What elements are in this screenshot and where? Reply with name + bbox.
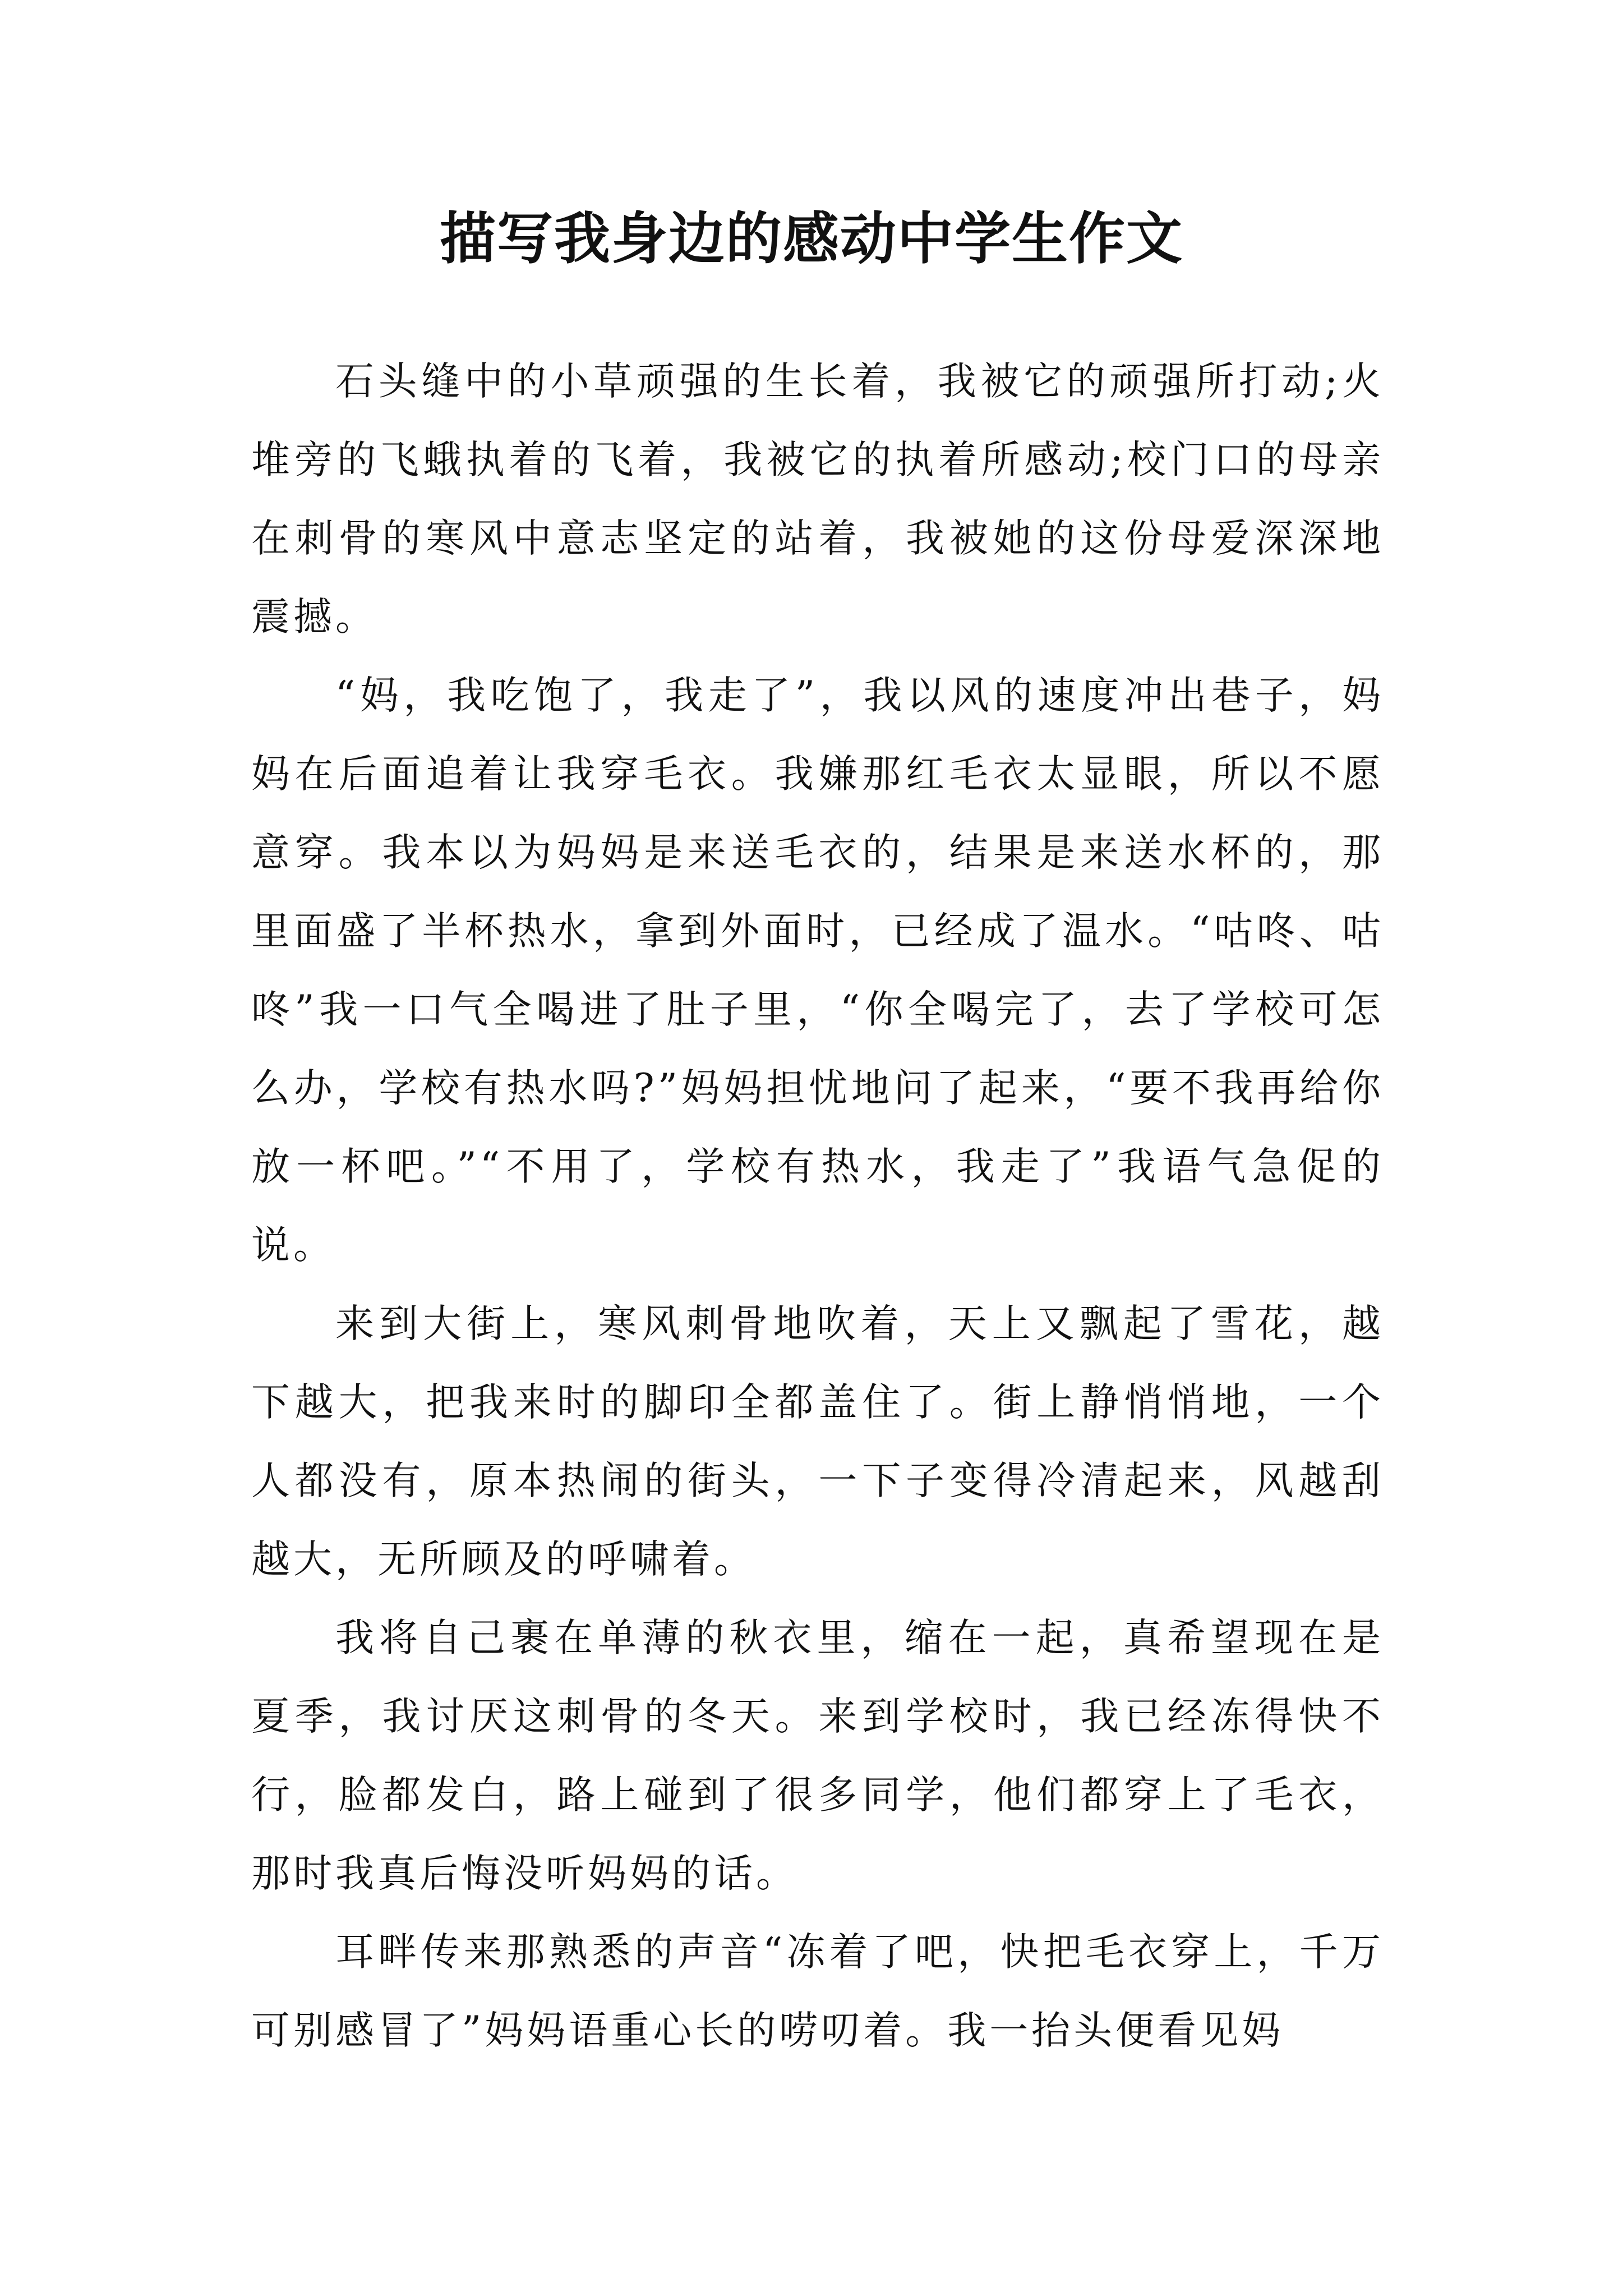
paragraph: 我将自己裹在单薄的秋衣里，缩在一起，真希望现在是夏季，我讨厌这刺骨的冬天。来到学校时，我已经冻得快不行，脸都发白，路上碰到了很多同学，他们都穿上了毛衣，那时我真后悔没听妈妈的话。 <box>251 1616 1384 1896</box>
paragraph: 来到大街上，寒风刺骨地吹着，天上又飘起了雪花，越下越大，把我来时的脚印全都盖住了。街上静悄悄地，一个人都没有，原本热闹的街头，一下子变得冷清起来，风越刮越大，无所顾及的呼啸着。 <box>251 1301 1384 1582</box>
document-body <box>251 342 1384 2070</box>
document-title: 描写我身边的感动中学生作文 <box>440 205 1183 272</box>
paragraph: “妈，我吃饱了，我走了”，我以风的速度冲出巷子，妈妈在后面追着让我穿毛衣。我嫌那红毛衣太显眼，所以不愿意穿。我本以为妈妈是来送毛衣的，结果是来送水杯的，那里面盛了半杯热水，拿到外面时，已经成了温水。“咕咚、咕咚”我一口气全喝进了肚子里，“你全喝完了，去了学校可怎么办，学校有热水吗?”妈妈担忧地问了起来，“要不我再给你放一杯吧。”“不用了，学校有热水，我走了”我语气急促的说。 <box>251 673 1384 1268</box>
paragraph: 石头缝中的小草顽强的生长着，我被它的顽强所打动;火堆旁的飞蛾执着的飞着，我被它的执着所感动;校门口的母亲在刺骨的寒风中意志坚定的站着，我被她的这份母爱深深地震撼。 <box>251 359 1384 639</box>
paragraph: 耳畔传来那熟悉的声音“冻着了吧，快把毛衣穿上，千万可别感冒了”妈妈语重心长的唠叨着。我一抬头便看见妈 <box>251 1930 1384 2053</box>
